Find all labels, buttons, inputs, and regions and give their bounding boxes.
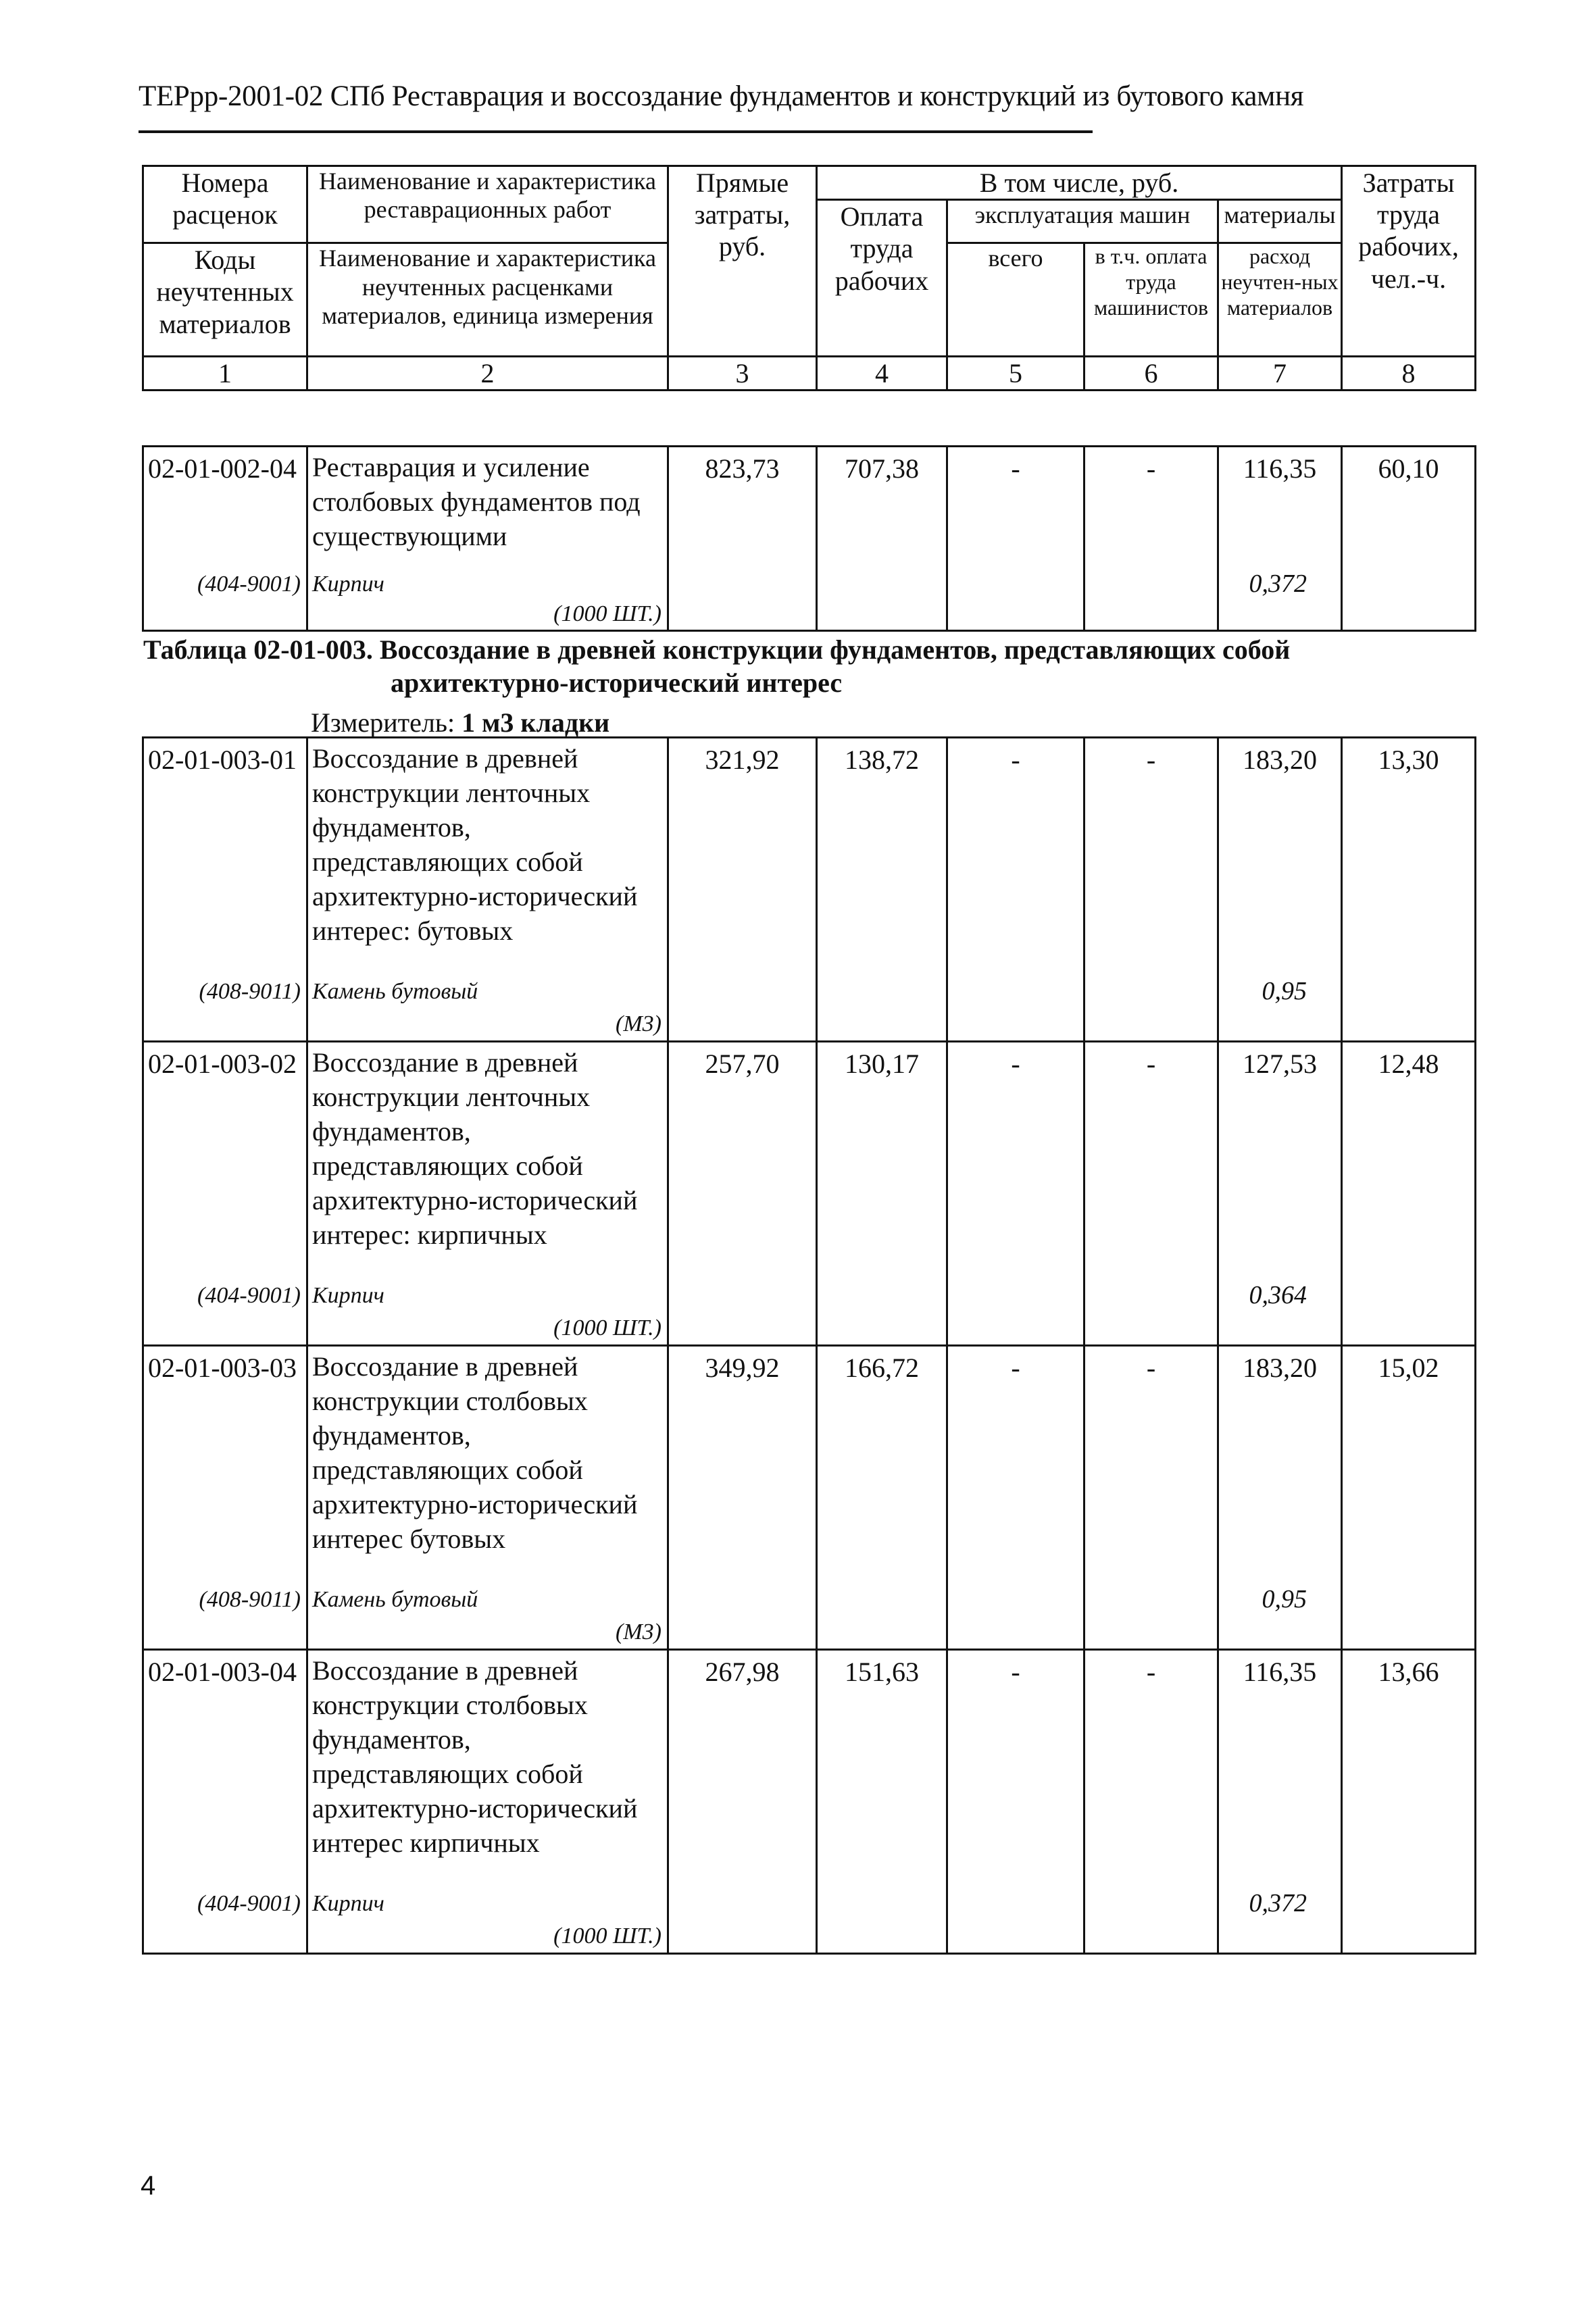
header-materials: материалы: [1218, 200, 1342, 243]
material-name: Камень бутовый: [312, 979, 478, 1004]
material-name: Кирпич: [312, 1891, 384, 1916]
table-row: [143, 1650, 1476, 1954]
labor-pay: 707,38: [817, 447, 947, 631]
rate-code: 02-01-003-01: [148, 745, 297, 775]
materials-cost: 127,53: [1243, 1049, 1317, 1079]
rate-code: 02-01-003-02: [148, 1049, 297, 1079]
machines-total: -: [947, 1650, 1084, 1954]
measure-value: 1 м3 кладки: [462, 707, 610, 738]
material-unit: (М3): [616, 1619, 662, 1644]
table-row: [143, 738, 1476, 1042]
table-row: [143, 1042, 1476, 1346]
machines-total: -: [947, 1346, 1084, 1650]
header-table: [142, 165, 1476, 391]
material-code: (408-9011): [199, 979, 301, 1004]
header-num-6: 6: [1084, 357, 1218, 391]
table-02-01-003: [142, 736, 1476, 1955]
material-qty: 0,364: [1249, 1281, 1307, 1309]
material-unit: (М3): [616, 1011, 662, 1036]
measure-line: [311, 707, 609, 738]
header-num-3: 3: [668, 357, 817, 391]
labor-pay: 130,17: [817, 1042, 947, 1346]
row-02-01-002-04-table: [142, 445, 1476, 632]
header-num-4: 4: [817, 357, 947, 391]
machinist-pay: -: [1084, 1650, 1218, 1954]
header-labor-pay: Оплата труда рабочих: [817, 200, 947, 357]
document-title: ТЕРрр-2001-02 СПб Реставрация и воссоздание фундаментов и конструкций из бутового камня: [139, 80, 1304, 112]
rate-code: 02-01-002-04: [148, 453, 297, 484]
material-qty: 0,372: [1249, 1889, 1307, 1917]
header-machines-total: всего: [947, 243, 1084, 357]
machinist-pay: -: [1084, 738, 1218, 1042]
header-num-8: 8: [1342, 357, 1476, 391]
labor-pay: 151,63: [817, 1650, 947, 1954]
measure-label: Измеритель:: [311, 707, 455, 738]
material-code: (404-9001): [197, 1891, 301, 1916]
material-name: Кирпич: [312, 572, 384, 597]
table-row: [143, 447, 1476, 631]
direct-costs: 823,73: [668, 447, 817, 631]
header-work-name: Наименование и характеристика реставрационных работ: [307, 166, 668, 243]
header-num-2: 2: [307, 357, 668, 391]
materials-cost: 116,35: [1243, 453, 1317, 484]
labor-hours: 12,48: [1342, 1042, 1476, 1346]
labor-pay: 138,72: [817, 738, 947, 1042]
work-name: Воссоздание в древней конструкции столбовых фундаментов, представляющих собой архитектурно-исторический интерес бутовых: [312, 1351, 638, 1554]
work-name: Воссоздание в древней конструкции ленточных фундаментов, представляющих собой архитектурно-исторический интерес: бутовых: [312, 743, 638, 946]
table-caption-line2: архитектурно-исторический интерес: [391, 668, 843, 698]
machinist-pay: -: [1084, 1042, 1218, 1346]
labor-hours: 13,66: [1342, 1650, 1476, 1954]
header-material-names: Наименование и характеристика неучтенных расценками материалов, единица измерения: [307, 243, 668, 357]
material-unit: (1000 ШТ.): [553, 1315, 662, 1340]
machines-total: -: [947, 1042, 1084, 1346]
material-code: (404-9001): [197, 1283, 301, 1308]
header-including-group: В том числе, руб.: [817, 166, 1342, 200]
direct-costs: 257,70: [668, 1042, 817, 1346]
header-direct-costs: Прямые затраты, руб.: [668, 166, 817, 357]
header-num-5: 5: [947, 357, 1084, 391]
header-rate-numbers: Номера расценок: [143, 166, 307, 243]
material-qty: 0,95: [1262, 977, 1307, 1005]
material-unit: (1000 ШТ.): [553, 1923, 662, 1948]
materials-cost: 183,20: [1243, 1353, 1317, 1383]
work-name: Воссоздание в древней конструкции ленточных фундаментов, представляющих собой архитектурно-исторический интерес: кирпичных: [312, 1047, 638, 1250]
rate-code: 02-01-003-03: [148, 1353, 297, 1383]
machines-total: -: [947, 738, 1084, 1042]
material-name: Кирпич: [312, 1283, 384, 1308]
header-num-7: 7: [1218, 357, 1342, 391]
material-name: Камень бутовый: [312, 1587, 478, 1612]
machinist-pay: -: [1084, 447, 1218, 631]
labor-hours: 60,10: [1342, 447, 1476, 631]
header-unaccounted-materials: расход неучтен-ных материалов: [1218, 243, 1342, 357]
header-num-1: 1: [143, 357, 307, 391]
labor-hours: 13,30: [1342, 738, 1476, 1042]
work-name: Воссоздание в древней конструкции столбовых фундаментов, представляющих собой архитектурно-исторический интерес кирпичных: [312, 1655, 638, 1858]
direct-costs: 349,92: [668, 1346, 817, 1650]
material-qty: 0,95: [1262, 1585, 1307, 1613]
labor-hours: 15,02: [1342, 1346, 1476, 1650]
header-labor-hours: Затраты труда рабочих, чел.-ч.: [1342, 166, 1476, 357]
materials-cost: 116,35: [1243, 1657, 1317, 1687]
material-code: (404-9001): [197, 572, 301, 597]
machinist-pay: -: [1084, 1346, 1218, 1650]
material-qty: 0,372: [1249, 570, 1307, 598]
machines-total: -: [947, 447, 1084, 631]
work-name: Реставрация и усиление столбовых фундаментов под существующими: [312, 452, 641, 551]
direct-costs: 321,92: [668, 738, 817, 1042]
title-underline: [139, 130, 1093, 133]
materials-cost: 183,20: [1243, 745, 1317, 775]
direct-costs: 267,98: [668, 1650, 817, 1954]
material-code: (408-9011): [199, 1587, 301, 1612]
table-caption-line1: Таблица 02-01-003. Воссоздание в древней конструкции фундаментов, представляющих собой: [143, 634, 1291, 665]
header-material-codes: Коды неучтенных материалов: [143, 243, 307, 357]
table-row: [143, 1346, 1476, 1650]
page-number: 4: [141, 2171, 156, 2200]
rate-code: 02-01-003-04: [148, 1657, 297, 1687]
header-machines: эксплуатация машин: [947, 200, 1218, 243]
material-unit: (1000 ШТ.): [553, 601, 662, 626]
header-machinist-pay: в т.ч. оплата труда машинистов: [1084, 243, 1218, 357]
labor-pay: 166,72: [817, 1346, 947, 1650]
